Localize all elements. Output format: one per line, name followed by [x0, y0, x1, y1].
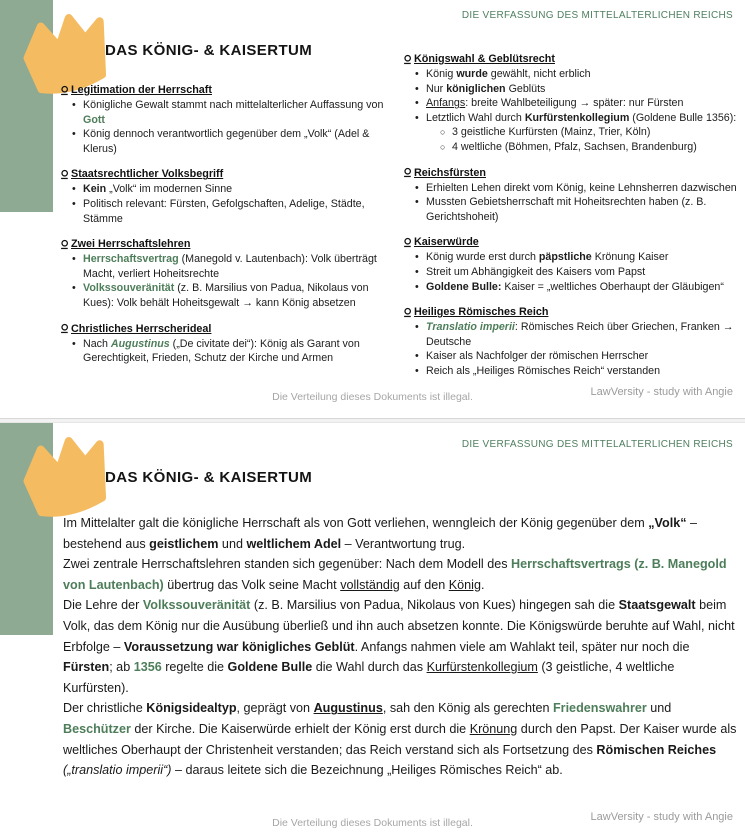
footer-brand: LawVersity - study with Angie — [590, 811, 733, 823]
bullet-item — [403, 67, 743, 82]
text-run: Kurfürstenkollegium — [524, 111, 630, 124]
loop-arrow-icon — [403, 237, 412, 248]
sub-bullet-text — [452, 140, 743, 155]
sub-bullet-item — [403, 140, 743, 155]
text-run: „Volk“ — [648, 516, 687, 530]
section-heading — [403, 167, 743, 179]
bullet-item — [60, 252, 401, 281]
bullet-marker: • — [415, 111, 419, 124]
loop-arrow-icon — [60, 169, 69, 180]
text-run: die Wahl durch das — [312, 660, 427, 675]
bullet-text — [83, 182, 401, 197]
bullet-item — [60, 127, 401, 156]
summary-text-block — [63, 513, 741, 781]
bullet-text — [426, 195, 743, 224]
text-run: Krönung Kaiser — [591, 251, 669, 264]
bullet-item — [60, 281, 401, 310]
bullet-text — [83, 197, 401, 226]
sub-bullet-item — [403, 125, 743, 140]
paragraph — [63, 595, 741, 698]
bullet-item — [60, 182, 401, 197]
text-run: , sah den König als gerechten — [382, 701, 553, 716]
section-heading — [403, 306, 743, 318]
text-run: Letztlich Wahl durch — [426, 111, 525, 124]
text-run: König — [448, 577, 481, 592]
content-column-right — [403, 53, 743, 391]
text-run: Herrschaftsvertrag — [83, 253, 179, 266]
bullet-item — [403, 82, 743, 97]
text-run: Herrschaftsvertrags (z. B. Manegold von Lautenbach) — [63, 557, 727, 592]
bullet-text — [83, 252, 401, 281]
bullet-marker: • — [415, 251, 419, 264]
bullet-item — [403, 349, 743, 364]
text-run: Fürsten — [63, 660, 110, 675]
text-run: 1356 — [133, 660, 162, 675]
text-run: beim Volk, das dem König nur die Ausübung überließ und ihn auch absetzen konnte. Die Königswürde beruhte auf Wahl, nicht Erbfolge – — [63, 598, 735, 654]
text-run: Königsidealtyp — [146, 701, 237, 716]
text-run: „Volk“ im modernen Sinne — [106, 183, 233, 196]
bullet-text — [83, 337, 401, 366]
footer-disclaimer: Die Verteilung dieses Dokuments ist illegal. — [272, 817, 473, 829]
text-run: und — [646, 701, 672, 716]
text-run: Nur — [426, 82, 447, 95]
text-run: – bestehend aus — [63, 516, 698, 551]
text-run: (3 geistliche, 4 weltliche Kurfürsten). — [63, 660, 675, 695]
section-title: Christliches Herrscherideal — [71, 322, 212, 335]
sub-bullet-marker: ○ — [440, 141, 446, 152]
text-run: . — [480, 577, 485, 592]
paragraph — [63, 554, 741, 595]
section-heading — [403, 53, 743, 65]
text-run: Reich als „Heiliges Römisches Reich“ verstanden — [426, 364, 661, 377]
bullet-item — [403, 265, 743, 280]
text-run: Beschützer — [63, 721, 131, 736]
text-run: Kurfürstenkollegium — [426, 660, 538, 675]
text-run: Kaiser = „weltliches Oberhaupt der Gläubigen“ — [501, 280, 724, 293]
text-run: : Römisches Reich über Griechen, Franken → Deutsche — [426, 321, 734, 348]
loop-arrow-icon — [60, 85, 69, 96]
bullet-text — [426, 265, 743, 280]
bullet-text — [426, 349, 743, 364]
bullet-text — [426, 181, 743, 196]
bullet-text — [83, 127, 401, 156]
text-run: König — [426, 68, 457, 80]
text-run: Gott — [83, 113, 105, 126]
section-heading — [60, 84, 401, 96]
bullet-marker: • — [72, 253, 76, 266]
text-run: vollständig — [340, 577, 400, 592]
section-heading — [60, 238, 401, 250]
bullet-text — [426, 280, 743, 295]
section — [60, 238, 401, 310]
text-run: , geprägt von — [236, 701, 314, 716]
text-run: Streit um Abhängigkeit des Kaisers vom Papst — [426, 265, 646, 278]
section-title: Königswahl & Geblütsrecht — [414, 53, 555, 65]
section-title: Kaiserwürde — [414, 236, 479, 249]
bullet-marker: • — [415, 181, 419, 194]
bullet-marker: • — [72, 183, 76, 196]
bullet-marker: • — [72, 99, 76, 111]
bullet-marker: • — [72, 282, 76, 295]
section-title: Heiliges Römisches Reich — [414, 306, 549, 319]
bullet-item — [60, 337, 401, 366]
text-run: : breite Wahlbeteiligung → später: nur Fürsten — [465, 97, 684, 110]
bullet-text — [426, 320, 743, 349]
text-run: Friedenswahrer — [552, 701, 647, 716]
page-1 — [0, 0, 745, 419]
bullet-item — [403, 320, 743, 349]
text-run: Im Mittelalter galt die königliche Herrschaft als von Gott verliehen, wenngleich der König gegenüber dem — [63, 516, 649, 530]
bullet-text — [426, 364, 743, 379]
bullet-item — [403, 250, 743, 265]
bullet-item — [60, 197, 401, 226]
footer-brand: LawVersity - study with Angie — [590, 386, 733, 398]
bullet-text — [83, 98, 401, 127]
bullet-item — [60, 98, 401, 127]
text-run: geistlichem — [149, 536, 219, 551]
section — [403, 306, 743, 378]
section — [60, 84, 401, 156]
text-run: . Anfangs nahmen viele am Wahlakt teil, später nur noch die — [354, 639, 690, 654]
text-run: Mussten Gebietsherrschaft mit Hoheitsrechten haben (z. B. Gerichtshoheit) — [426, 196, 707, 223]
page-title: DAS KÖNIG- & KAISERTUM — [105, 42, 313, 59]
bullet-marker: • — [415, 68, 419, 80]
text-run: 3 geistliche Kurfürsten (Mainz, Trier, Köln) — [452, 126, 651, 139]
text-run: (Goldene Bulle 1356): — [629, 111, 737, 124]
text-run: regelte die — [161, 660, 228, 675]
text-run: Politisch relevant: Fürsten, Gefolgschaften, Adelige, Städte, Stämme — [83, 197, 365, 225]
loop-arrow-icon — [403, 307, 412, 318]
text-run: („translatio imperii“) — [63, 763, 172, 778]
text-run: Königliche Gewalt stammt nach mittelalterlicher Auffassung von — [83, 99, 384, 111]
text-run: Goldene Bulle: — [426, 280, 502, 293]
text-run: übertrug das Volk seine Macht — [163, 577, 341, 592]
text-run: („De civitate dei“): König als Garant von Gerechtigkeit, Frieden, Schutz der Kirche und Armen — [83, 337, 360, 365]
text-run: der Kirche. Die Kaiserwürde erhielt der König erst durch die — [130, 721, 470, 736]
page-2 — [0, 423, 745, 840]
text-run: König wurde erst durch — [426, 251, 539, 264]
bullet-text — [426, 111, 743, 126]
bullet-text — [426, 67, 743, 82]
section — [60, 323, 401, 366]
bullet-marker: • — [415, 265, 419, 278]
bullet-marker: • — [72, 197, 76, 210]
bullet-item — [403, 96, 743, 111]
text-run: Kein — [83, 183, 107, 196]
text-run: Voraussetzung war königliches Geblüt — [123, 639, 355, 654]
section — [403, 167, 743, 225]
text-run: und — [218, 536, 247, 551]
paragraph — [63, 698, 741, 780]
text-run: Anfangs — [426, 97, 466, 110]
section-heading — [403, 236, 743, 248]
text-run: auf den — [399, 577, 449, 592]
text-run: Volkssouveränität — [83, 282, 175, 295]
bullet-item — [403, 364, 743, 379]
sub-bullet-text — [452, 125, 743, 140]
section-heading — [60, 323, 401, 335]
text-run: 4 weltliche (Böhmen, Pfalz, Sachsen, Brandenburg) — [452, 140, 697, 153]
text-run: Translatio imperii — [426, 321, 515, 334]
document-series-header: DIE VERFASSUNG DES MITTELALTERLICHEN REICHS — [461, 439, 733, 450]
text-run: König dennoch verantwortlich gegenüber dem „Volk“ (Adel & Klerus) — [83, 128, 370, 155]
bullet-marker: • — [415, 97, 419, 110]
bullet-item — [403, 195, 743, 224]
bullet-marker: • — [415, 196, 419, 209]
content-column-left — [60, 84, 401, 378]
bullet-marker: • — [415, 350, 419, 363]
loop-arrow-icon — [60, 323, 69, 334]
text-run: Zwei zentrale Herrschaftslehren standen sich gegenüber: Nach dem Modell des — [63, 557, 512, 572]
text-run: Augustinus — [313, 701, 383, 716]
text-run: Geblüts — [505, 82, 546, 95]
section — [60, 168, 401, 226]
text-run: königlichen — [446, 82, 506, 95]
loop-arrow-icon — [60, 239, 69, 250]
section-title: Staatsrechtlicher Volksbegriff — [71, 168, 224, 181]
text-run: Nach — [83, 337, 111, 350]
bullet-item — [403, 280, 743, 295]
text-run: Staatsgewalt — [618, 598, 696, 613]
document-series-header: DIE VERFASSUNG DES MITTELALTERLICHEN REICHS — [461, 10, 733, 21]
text-run: wurde — [456, 68, 488, 80]
footer-disclaimer: Die Verteilung dieses Dokuments ist illegal. — [272, 391, 473, 403]
bullet-text — [426, 82, 743, 97]
bullet-marker: • — [72, 337, 76, 350]
bullet-item — [403, 111, 743, 126]
text-run: – daraus leitete sich die Bezeichnung „Heiliges Römisches Reich“ ab. — [171, 763, 563, 778]
bullet-item — [403, 181, 743, 196]
text-run: – Verantwortung trug. — [341, 536, 466, 551]
text-run: (z. B. Marsilius von Padua, Nikolaus von Kues): Volk behält Hoheitsgewalt → kann König absetzen — [83, 282, 369, 309]
bullet-text — [426, 250, 743, 265]
section-title: Zwei Herrschaftslehren — [71, 238, 191, 251]
text-run: Der christliche — [63, 701, 147, 716]
text-run: Augustinus — [110, 337, 170, 350]
paragraph — [63, 513, 741, 554]
bullet-marker: • — [415, 82, 419, 95]
loop-arrow-icon — [403, 167, 412, 178]
bullet-marker: • — [415, 280, 419, 293]
text-run: durch den Papst. Der Kaiser wurde als weltliches Oberhaupt der Christenheit verstanden; das Reich verstand sich als Fortsetzung des — [63, 721, 737, 757]
section-heading — [60, 168, 401, 180]
section — [403, 236, 743, 294]
section-title: Legitimation der Herrschaft — [71, 84, 212, 96]
page-title: DAS KÖNIG- & KAISERTUM — [105, 469, 313, 486]
sub-bullet-marker: ○ — [440, 127, 446, 138]
text-run: Erhielten Lehen direkt vom König, keine Lehnsherren dazwischen — [426, 181, 737, 194]
text-run: (z. B. Marsilius von Padua, Nikolaus von Kues) hingegen sah die — [250, 598, 619, 613]
text-run: Kaiser als Nachfolger der römischen Herrscher — [426, 350, 649, 363]
text-run: gewählt, nicht erblich — [487, 68, 591, 80]
text-run: (Manegold v. Lautenbach): Volk überträgt Macht, verliert Hoheitsrechte — [83, 253, 377, 280]
text-run: weltlichem Adel — [246, 536, 342, 551]
section-title: Reichsfürsten — [414, 166, 486, 179]
text-run: päpstliche — [538, 251, 592, 264]
bullet-marker: • — [72, 128, 76, 141]
text-run: Goldene Bulle — [227, 660, 313, 675]
text-run: Die Lehre der — [63, 598, 143, 613]
loop-arrow-icon — [403, 54, 412, 65]
text-run: ; ab — [109, 660, 134, 675]
bullet-text — [83, 281, 401, 310]
bullet-marker: • — [415, 364, 419, 377]
text-run: Römischen Reiches — [596, 742, 717, 757]
bullet-marker: • — [415, 321, 419, 334]
section — [403, 53, 743, 155]
text-run: Krönung — [469, 721, 518, 736]
text-run: Volkssouveränität — [142, 598, 251, 613]
bullet-text — [426, 96, 743, 111]
